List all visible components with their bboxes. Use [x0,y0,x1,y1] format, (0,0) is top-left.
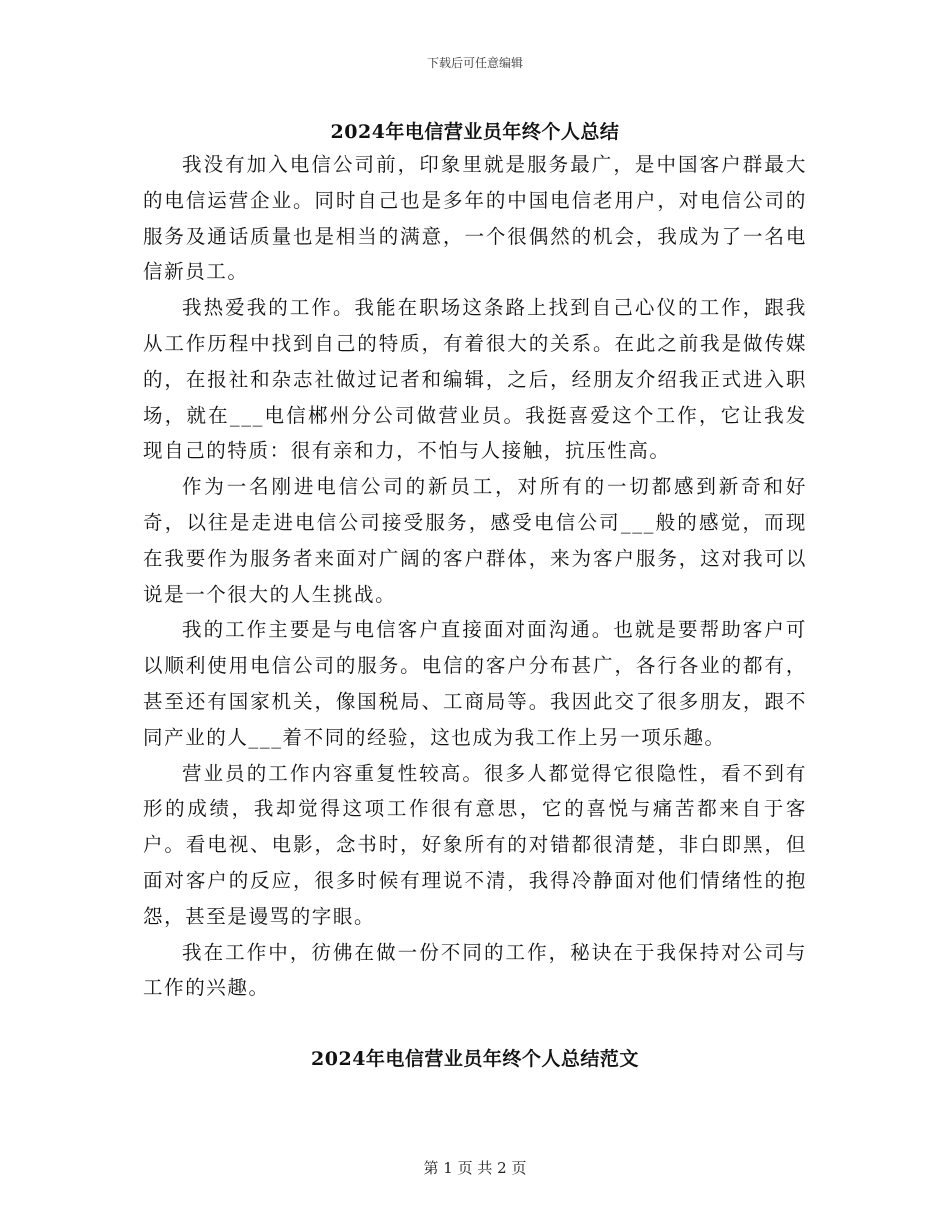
paragraph: 我热爱我的工作。我能在职场这条路上找到自己心仪的工作，跟我从工作历程中找到自己的特质，有着很大的关系。在此之前我是做传媒的，在报社和杂志社做过记者和编辑，之后，经朋友介绍我正式进入职场，就在___电信郴州分公司做营业员。我挺喜爱这个工作，它让我发现自己的特质：很有亲和力，不怕与人接触，抗压性高。 [143,296,807,463]
paragraph: 作为一名刚进电信公司的新员工，对所有的一切都感到新奇和好奇，以往是走进电信公司接受服务，感受电信公司___般的感觉，而现在我要作为服务者来面对广阔的客户群体，来为客户服务，这对我可以说是一个很大的人生挑战。 [143,475,807,606]
paragraph: 营业员的工作内容重复性较高。很多人都觉得它很隐性，看不到有形的成绩，我却觉得这项工作很有意思，它的喜悦与痛苦都来自于客户。看电视、电影，念书时，好象所有的对错都很清楚，非白即黑，但面对客户的反应，很多时候有理说不清，我得冷静面对他们情绪性的抱怨，甚至是谩骂的字眼。 [143,761,807,928]
paragraph: 我没有加入电信公司前，印象里就是服务最广，是中国客户群最大的电信运营企业。同时自己也是多年的中国电信老用户，对电信公司的服务及通话质量也是相当的满意，一个很偶然的机会，我成为了一名电信新员工。 [143,153,807,284]
document-body [143,147,807,1006]
header-note: 下载后可任意编辑 [426,56,523,70]
document-title: 2024年电信营业员年终个人总结 [330,121,620,143]
section-title: 2024年电信营业员年终个人总结范文 [311,1048,639,1070]
paragraph: 我在工作中，彷佛在做一份不同的工作，秘诀在于我保持对公司与工作的兴趣。 [143,940,807,1000]
page-footer: 第 1 页 共 2 页 [423,1159,527,1177]
paragraph: 我的工作主要是与电信客户直接面对面沟通。也就是要帮助客户可以顺利使用电信公司的服务。电信的客户分布甚广，各行各业的都有，甚至还有国家机关，像国税局、工商局等。我因此交了很多朋友，跟不同产业的人___着不同的经验，这也成为我工作上另一项乐趣。 [143,618,807,749]
